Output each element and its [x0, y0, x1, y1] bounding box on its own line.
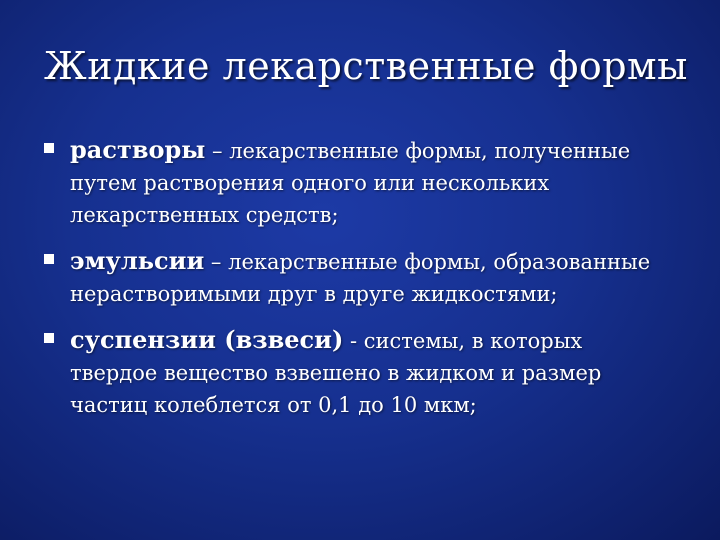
- bullet-term: эмульсии: [70, 246, 205, 275]
- bullet-first-line: [70, 134, 684, 167]
- bullet-continuation-line: лекарственных средств;: [70, 203, 339, 227]
- bullet-continuation-line: частиц колеблется от 0,1 до 10 мкм;: [70, 393, 477, 417]
- bullet-list: [44, 134, 684, 435]
- bullet-item-emulsions: [44, 245, 684, 310]
- bullet-term: растворы: [70, 135, 206, 164]
- bullet-continuation-line: твердое вещество взвешено в жидком и размер: [70, 361, 602, 385]
- bullet-item-suspensions: [44, 324, 684, 421]
- bullet-term: суспензии (взвеси): [70, 325, 344, 354]
- square-bullet-icon: [44, 333, 54, 343]
- bullet-definition: - системы, в которых: [343, 329, 583, 353]
- square-bullet-icon: [44, 143, 54, 153]
- bullet-continuation-line: путем растворения одного или нескольких: [70, 171, 550, 195]
- bullet-first-line: [70, 324, 684, 357]
- bullet-first-line: [70, 245, 684, 278]
- bullet-definition: – лекарственные формы, полученные: [205, 139, 631, 163]
- bullet-definition: – лекарственные формы, образованные: [204, 250, 651, 274]
- square-bullet-icon: [44, 254, 54, 264]
- bullet-item-solutions: [44, 134, 684, 231]
- slide-title: Жидкие лекарственные формы: [44, 44, 688, 88]
- bullet-continuation-line: нерастворимыми друг в друге жидкостями;: [70, 282, 558, 306]
